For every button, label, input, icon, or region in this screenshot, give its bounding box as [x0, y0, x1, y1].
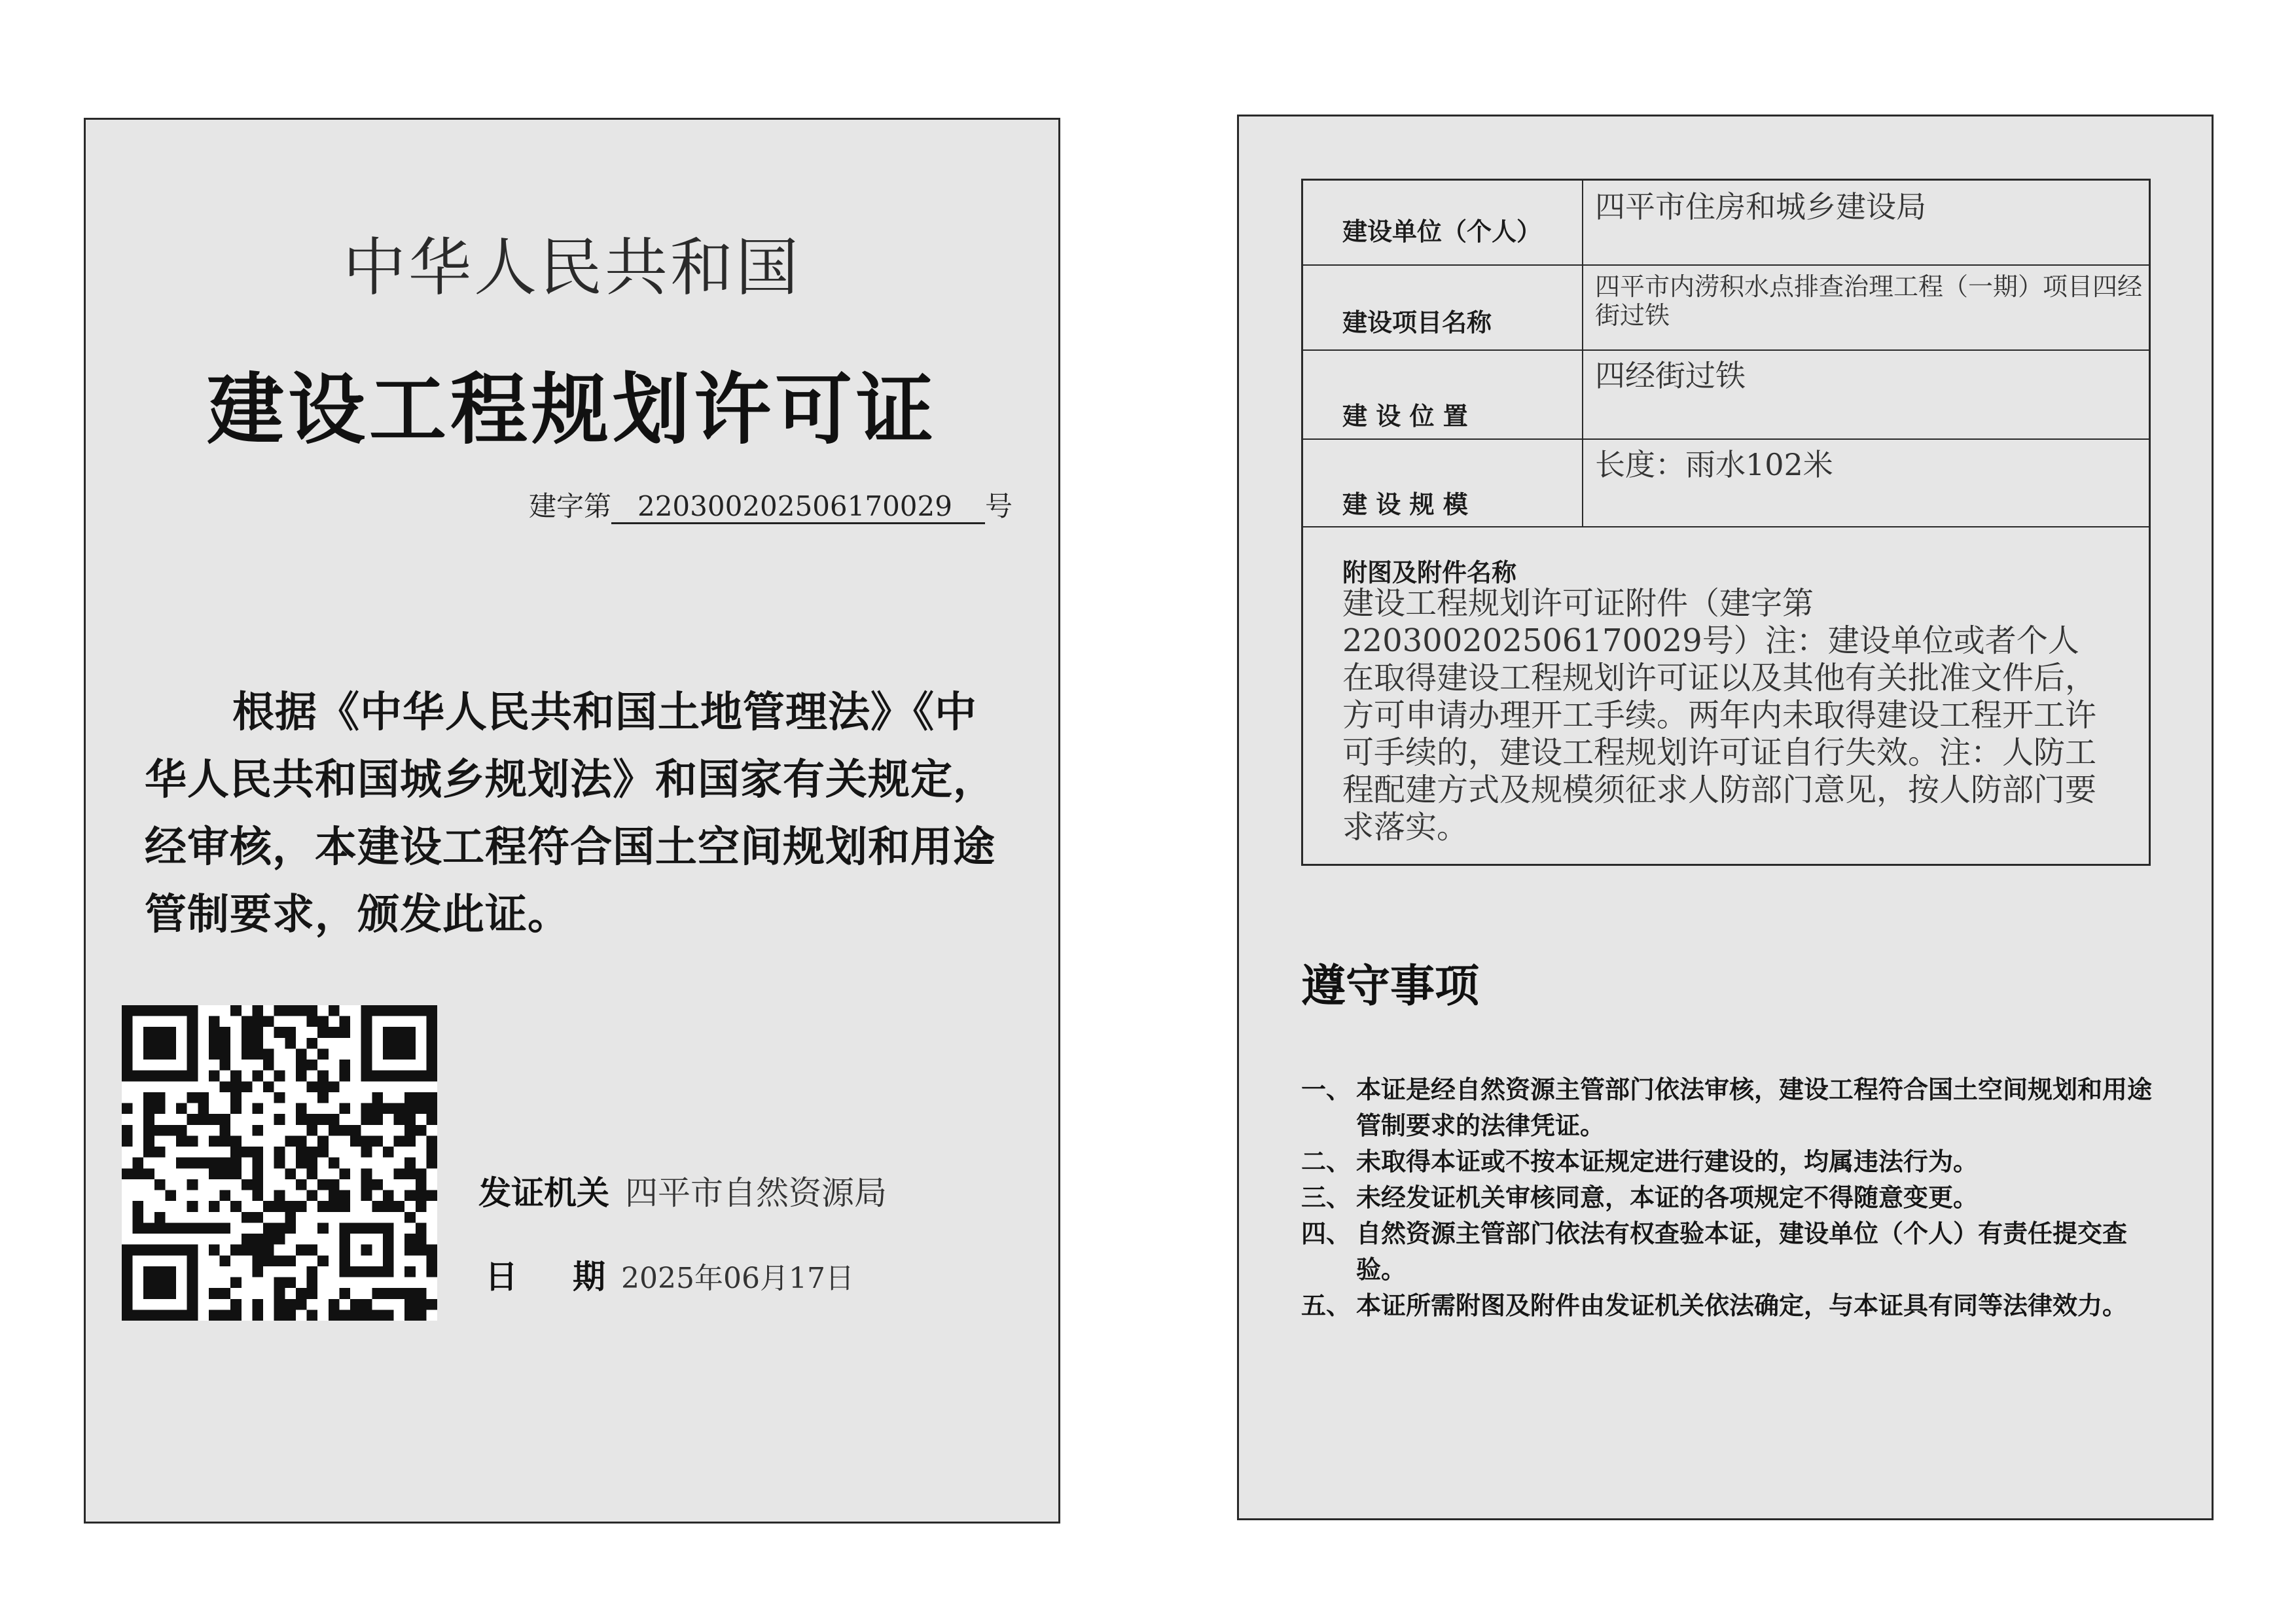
- issue-date-value: 2025年06月17日: [621, 1262, 854, 1295]
- certificate-number-prefix: 建字第: [528, 490, 611, 522]
- legal-statement: 根据《中华人民共和国土地管理法》《中华人民共和国城乡规划法》和国家有关规定，经审核，本建设工程符合国土空间规划和用途管制要求，颁发此证。: [145, 688, 996, 939]
- certificate-front-page: [84, 118, 1060, 1524]
- issuer-label: 发证机关: [478, 1174, 609, 1212]
- qr-code-icon: [122, 1005, 437, 1321]
- issuer-row: [478, 1167, 887, 1214]
- observe-list: [1301, 1072, 2159, 1324]
- certificate-title: 建设工程规划许可证: [206, 365, 937, 455]
- date-row: [485, 1251, 854, 1298]
- attachment-text: 建设工程规划许可证附件（建字第220300202506170029号）注：建设单位或者个人在取得建设工程规划许可证以及其他有关批准文件后，方可申请办理开工手续。两年内未取得建设工程开工许可手续的，建设工程规划许可证自行失效。注：人防工程配建方式及规模须征求人防部门意见，按人防部门要求落实。: [1342, 585, 2097, 846]
- row-value-location: 四经街过铁: [1595, 358, 1746, 393]
- row-label-scale: 建 设 规 模: [1303, 438, 1583, 526]
- list-item: 四、 自然资源主管部门依法有权查验本证，建设单位（个人）有责任提交查验。: [1301, 1219, 2128, 1284]
- certificate-back-page: [1237, 115, 2214, 1520]
- table-row: [1303, 181, 2149, 266]
- list-item: 五、 本证所需附图及附件由发证机关依法确定，与本证具有同等法律效力。: [1301, 1291, 2128, 1320]
- row-label-builder: 建设单位（个人）: [1303, 181, 1583, 264]
- project-info-table: [1301, 179, 2151, 866]
- observe-section-title: 遵守事项: [1301, 961, 1480, 1012]
- date-label-part-1: 日: [485, 1258, 518, 1296]
- country-heading: 中华人民共和国: [343, 231, 801, 304]
- list-item: 三、 未经发证机关审核同意，本证的各项规定不得随意变更。: [1301, 1183, 1979, 1212]
- list-item: 一、 本证是经自然资源主管部门依法审核，建设工程符合国土空间规划和用途管制要求的法律凭证。: [1301, 1075, 2153, 1140]
- date-label-part-2: 期: [573, 1258, 605, 1296]
- list-item: 二、 未取得本证或不按本证规定进行建设的，均属违法行为。: [1301, 1147, 1979, 1176]
- row-value-project-name: 四平市内涝积水点排查治理工程（一期）项目四经街过铁: [1595, 272, 2143, 330]
- row-value-builder: 四平市住房和城乡建设局: [1595, 189, 1926, 224]
- issuer-value: 四平市自然资源局: [625, 1174, 887, 1212]
- certificate-number-value: 220300202506170029: [611, 490, 985, 524]
- attachment-label: 附图及附件名称: [1342, 558, 1517, 587]
- table-row: [1303, 264, 2149, 351]
- table-row: [1303, 349, 2149, 440]
- certificate-number-suffix: 号: [984, 490, 1013, 522]
- row-label-location: 建 设 位 置: [1303, 349, 1583, 438]
- row-label-project-name: 建设项目名称: [1303, 264, 1583, 349]
- certificate-number: [529, 485, 1013, 524]
- row-value-scale: 长度：雨水102米: [1595, 447, 1833, 482]
- table-row: [1303, 438, 2149, 527]
